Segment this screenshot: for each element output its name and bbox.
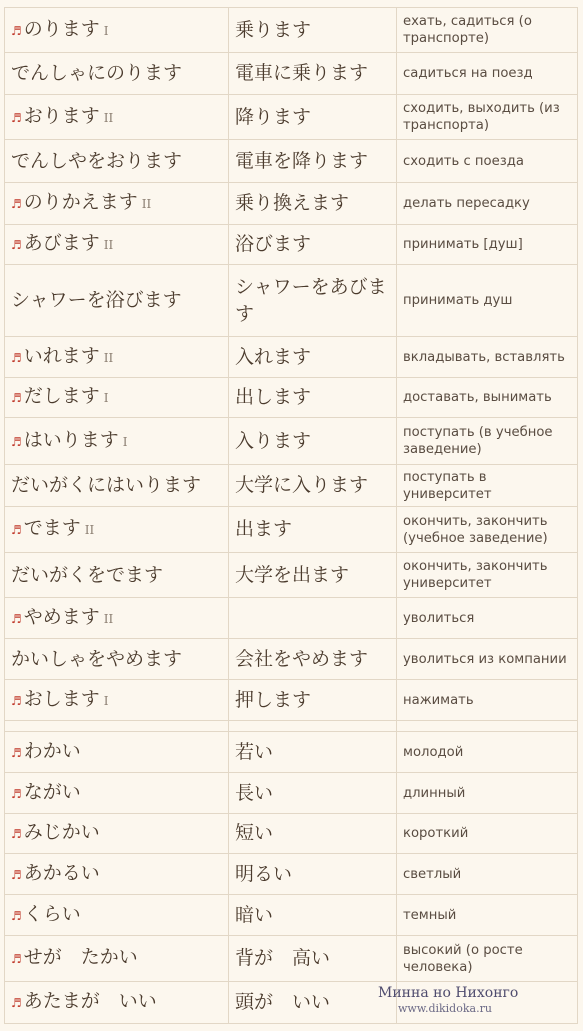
kana-text: でんしゃにのります <box>11 62 183 84</box>
kana-text: みじかい <box>23 821 100 843</box>
table-row <box>5 53 578 95</box>
kana-cell <box>5 418 229 465</box>
translation-cell: сходить с поезда <box>397 140 578 183</box>
kanji-cell: 出します <box>229 378 397 418</box>
kana-text: だします <box>23 385 100 407</box>
kana-cell <box>5 732 229 773</box>
table-row <box>5 183 578 225</box>
verb-group-label: I <box>103 693 109 708</box>
table-row <box>5 814 578 854</box>
kana-cell <box>5 183 229 225</box>
kana-cell <box>5 814 229 854</box>
kana-cell <box>5 982 229 1024</box>
kanji-cell: 暗い <box>229 895 397 936</box>
kanji-cell: 会社をやめます <box>229 639 397 680</box>
music-note-icon[interactable]: ♬ <box>11 350 22 365</box>
kanji-cell: 長い <box>229 773 397 814</box>
table-row <box>5 265 578 337</box>
table-row <box>5 225 578 265</box>
translation-cell: светлый <box>397 854 578 895</box>
music-note-icon[interactable]: ♬ <box>11 867 22 882</box>
verb-group-label: II <box>103 110 114 125</box>
kanji-cell: 降ります <box>229 95 397 140</box>
translation-cell: поступать (в учебное заведение) <box>397 418 578 465</box>
verb-group-label: II <box>141 197 152 211</box>
kana-text: あかるい <box>23 861 100 884</box>
kana-text: のりかえます <box>23 191 138 213</box>
table-row <box>5 895 578 936</box>
translation-cell: ехать, садиться (о транспорте) <box>397 8 578 53</box>
kanji-cell: 乗ります <box>229 8 397 53</box>
kana-cell <box>5 265 229 337</box>
kana-text: あたまが いい <box>23 990 157 1012</box>
kana-text: わかい <box>23 739 81 762</box>
kana-cell <box>5 378 229 418</box>
kana-cell <box>5 95 229 140</box>
kana-cell <box>5 553 229 598</box>
kana-text: いれます <box>23 344 100 367</box>
kanji-cell: 電車を降ります <box>229 140 397 183</box>
kanji-cell: 大学を出ます <box>229 553 397 598</box>
table-row <box>5 8 578 53</box>
kanji-cell: 頭が いい <box>229 982 397 1024</box>
kana-cell <box>5 895 229 936</box>
kana-cell <box>5 680 229 721</box>
translation-cell: окончить, закончить университет <box>397 553 578 598</box>
kana-text: だいがくにはいります <box>11 474 202 496</box>
kanji-cell: 短い <box>229 814 397 854</box>
kana-text: あびます <box>23 232 100 254</box>
music-note-icon[interactable]: ♬ <box>11 523 22 537</box>
table-row <box>5 140 578 183</box>
table-row <box>5 680 578 721</box>
translation-cell: доставать, вынимать <box>397 378 578 418</box>
kana-cell <box>5 8 229 53</box>
kana-cell <box>5 936 229 982</box>
kana-text: でんしやをおります <box>11 149 183 172</box>
table-row <box>5 639 578 680</box>
watermark-title: Минна но Нихонго <box>378 985 519 1001</box>
spacer-cell <box>229 721 397 732</box>
translation-cell: поступать в университет <box>397 465 578 507</box>
watermark-site: www.dikidoka.ru <box>398 1002 492 1015</box>
verb-group-label: II <box>84 523 95 537</box>
kana-text: のります <box>23 17 100 40</box>
kana-cell <box>5 225 229 265</box>
kana-cell <box>5 639 229 680</box>
table-row <box>5 465 578 507</box>
table-row <box>5 337 578 378</box>
kanji-cell: 若い <box>229 732 397 773</box>
kana-cell <box>5 465 229 507</box>
vocabulary-table <box>4 7 578 1024</box>
kanji-cell: 入れます <box>229 337 397 378</box>
translation-cell: длинный <box>397 773 578 814</box>
kanji-cell: 押します <box>229 680 397 721</box>
kanji-cell: 背が 高い <box>229 936 397 982</box>
verb-group-label: II <box>103 611 114 626</box>
music-note-icon[interactable]: ♬ <box>11 238 22 252</box>
music-note-icon[interactable]: ♬ <box>11 908 22 923</box>
spacer-cell <box>397 721 578 732</box>
kana-cell <box>5 337 229 378</box>
kana-text: シャワーを浴びます <box>11 289 182 311</box>
music-note-icon[interactable]: ♬ <box>11 197 22 211</box>
kana-text: かいしゃをやめます <box>11 647 183 670</box>
music-note-icon[interactable]: ♬ <box>11 745 22 760</box>
table-row <box>5 598 578 639</box>
table-spacer-row <box>5 721 578 732</box>
kanji-cell <box>229 598 397 639</box>
kana-text: せが たかい <box>23 946 138 968</box>
music-note-icon[interactable]: ♬ <box>11 786 22 801</box>
music-note-icon[interactable]: ♬ <box>11 827 22 841</box>
translation-cell: окончить, закончить (учебное заведение) <box>397 507 578 553</box>
kana-cell <box>5 598 229 639</box>
kana-text: おります <box>23 104 100 127</box>
translation-cell: вкладывать, вставлять <box>397 337 578 378</box>
kanji-cell: 入ります <box>229 418 397 465</box>
kana-cell <box>5 854 229 895</box>
table-row <box>5 732 578 773</box>
vocabulary-table-body <box>5 8 578 1024</box>
translation-cell: принимать [душ] <box>397 225 578 265</box>
table-row <box>5 95 578 140</box>
spacer-cell <box>5 721 229 732</box>
kana-text: くらい <box>23 902 81 925</box>
kanji-cell: 浴びます <box>229 225 397 265</box>
table-row <box>5 936 578 982</box>
kana-text: やめます <box>23 605 100 628</box>
translation-cell: делать пересадку <box>397 183 578 225</box>
translation-cell: темный <box>397 895 578 936</box>
watermark <box>378 984 518 1015</box>
translation-cell: садиться на поезд <box>397 53 578 95</box>
table-row <box>5 773 578 814</box>
kanji-cell: 電車に乗ります <box>229 53 397 95</box>
kana-cell <box>5 140 229 183</box>
translation-cell: сходить, выходить (из транспорта) <box>397 95 578 140</box>
table-row <box>5 418 578 465</box>
music-note-icon[interactable]: ♬ <box>11 434 22 449</box>
music-note-icon[interactable]: ♬ <box>11 110 22 125</box>
kana-cell <box>5 507 229 553</box>
translation-cell: нажимать <box>397 680 578 721</box>
kanji-cell: 乗り換えます <box>229 183 397 225</box>
kanji-cell: 大学に入ります <box>229 465 397 507</box>
translation-cell: уволиться <box>397 598 578 639</box>
music-note-icon[interactable]: ♬ <box>11 391 22 405</box>
verb-group-label: II <box>103 238 114 252</box>
translation-cell: короткий <box>397 814 578 854</box>
music-note-icon[interactable]: ♬ <box>11 23 22 38</box>
translation-cell: молодой <box>397 732 578 773</box>
kanji-cell: シャワーをあびます <box>229 265 397 337</box>
kana-cell <box>5 53 229 95</box>
music-note-icon[interactable]: ♬ <box>11 611 22 626</box>
kana-text: はいります <box>23 428 119 451</box>
table-row <box>5 854 578 895</box>
translation-cell: уволиться из компании <box>397 639 578 680</box>
table-row <box>5 378 578 418</box>
kana-cell <box>5 773 229 814</box>
table-row <box>5 507 578 553</box>
verb-group-label: I <box>103 391 109 405</box>
verb-group-label: I <box>103 23 109 38</box>
kanji-cell: 明るい <box>229 854 397 895</box>
kanji-cell: 出ます <box>229 507 397 553</box>
verb-group-label: I <box>122 434 128 449</box>
kana-text: おします <box>23 687 100 710</box>
music-note-icon[interactable]: ♬ <box>11 996 22 1010</box>
translation-cell: высокий (о росте человека) <box>397 936 578 982</box>
music-note-icon[interactable]: ♬ <box>11 952 22 966</box>
kana-text: ながい <box>23 780 81 803</box>
translation-cell: принимать душ <box>397 265 578 337</box>
table-row <box>5 553 578 598</box>
verb-group-label: II <box>103 350 114 365</box>
music-note-icon[interactable]: ♬ <box>11 693 22 708</box>
kana-text: だいがくをでます <box>11 563 164 586</box>
kana-text: でます <box>23 517 81 539</box>
